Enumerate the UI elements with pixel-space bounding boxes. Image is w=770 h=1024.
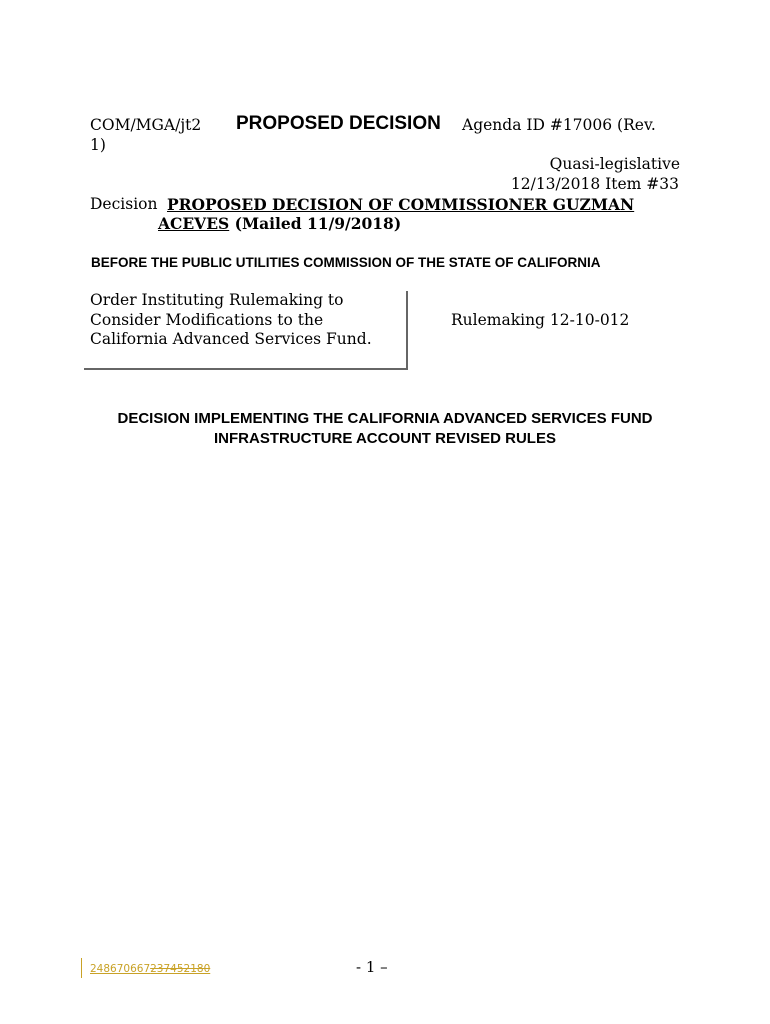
- caption-line: Order Instituting Rulemaking to: [90, 291, 344, 309]
- commissioner-name: ACEVES: [158, 214, 230, 233]
- decision-label: Decision: [90, 195, 158, 213]
- caption-line: Consider Modifications to the: [90, 311, 324, 329]
- agenda-id-continuation: 1): [90, 136, 106, 154]
- revision-bar: [81, 958, 82, 978]
- decision-title-line: DECISION IMPLEMENTING THE CALIFORNIA ADVANCED SERVICES FUND: [117, 410, 653, 427]
- docket-code: COM/MGA/jt2: [90, 116, 202, 134]
- rulemaking-number: Rulemaking 12-10-012: [451, 311, 630, 329]
- commission-heading: BEFORE THE PUBLIC UTILITIES COMMISSION OF THE STATE OF CALIFORNIA: [91, 255, 601, 270]
- decision-title-line2: [158, 214, 401, 233]
- proposed-decision-heading: PROPOSED DECISION: [236, 113, 441, 134]
- mailed-date: (Mailed 11/9/2018): [229, 214, 402, 233]
- date-item: 12/13/2018 Item #33: [510, 175, 679, 193]
- decision-title-line1: PROPOSED DECISION OF COMMISSIONER GUZMAN: [167, 195, 635, 214]
- document-id-new: 248670667: [90, 963, 151, 975]
- proceeding-type: Quasi-legislative: [549, 155, 680, 173]
- decision-title-line: INFRASTRUCTURE ACCOUNT REVISED RULES: [214, 430, 556, 447]
- agenda-id: Agenda ID #17006 (Rev.: [462, 116, 656, 134]
- caption-line: California Advanced Services Fund.: [90, 330, 372, 348]
- document-id: [90, 963, 210, 975]
- page-number: - 1 –: [356, 958, 388, 976]
- document-id-old: 237452180: [150, 963, 211, 975]
